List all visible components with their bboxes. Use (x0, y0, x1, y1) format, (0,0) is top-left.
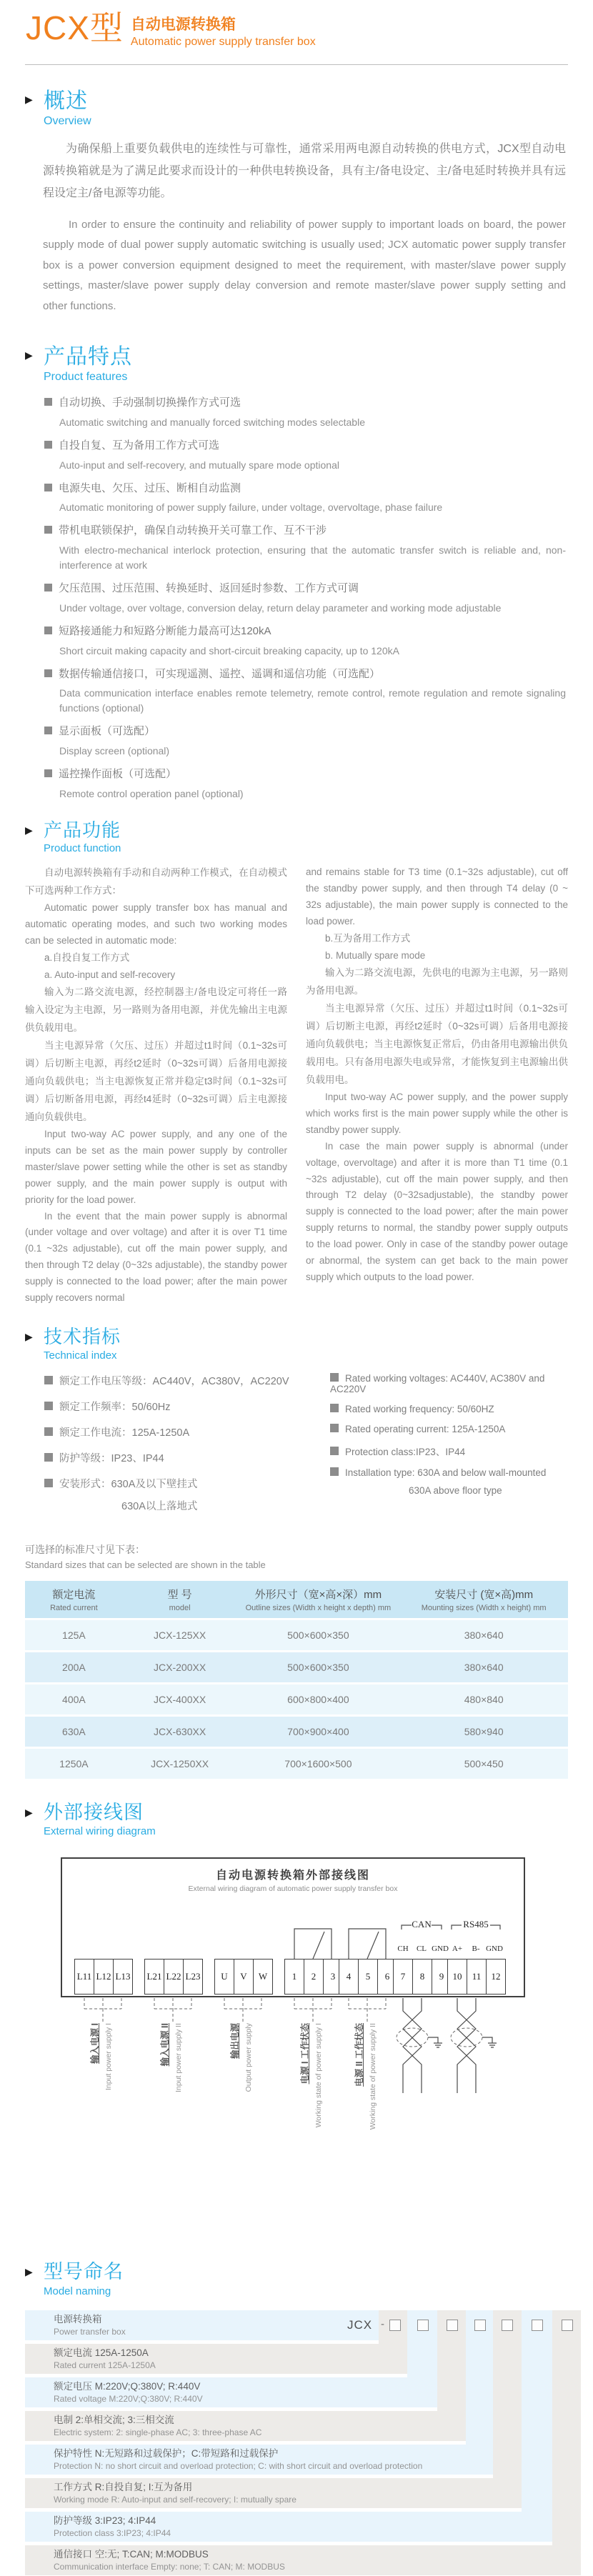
naming-row-en: Rated voltage M:220V;Q:380V; R:440V (54, 2394, 203, 2405)
terminal: W (253, 1959, 273, 1995)
model-prefix: JCX (347, 2318, 373, 2332)
technical-column-cn (44, 1373, 330, 1524)
wiring-diagram-title-cn: 自动电源转换箱外部接线图 (215, 1869, 370, 1882)
function-paragraph: In the event that the main power supply is abnormal (under voltage and over voltage) and after it is over T1 time (0.1 ~32s adjustable), cut off the main power supply, and then through T2 delay (0~32s adjustable), the standby power supply is connected to the load power; after the main power supply recovers normal (25, 1210, 287, 1304)
wiring-group-label-en: Working state of power supply II (369, 2023, 377, 2130)
naming-row (25, 2377, 437, 2407)
terminal: 9 (432, 1959, 452, 1995)
function-column-left (25, 864, 287, 1307)
overview-paragraph-cn: 为确保船上重要负载供电的连续性与可靠性，通常采用两电源自动转换的供电方式，JCX型自动电源转换箱就是为了满足此要求而设计的一种供电转换设备，具有主/备电设定、主/备电延时转换并具有远程设定主/备电源等功能。 (43, 143, 566, 200)
feature-text-en: Display screen (optional) (59, 745, 170, 757)
naming-row-en: Rated current 125A-1250A (54, 2360, 156, 2371)
terminal: 8 (412, 1959, 432, 1995)
wiring-group-label-cn: 电源 I 工作状态 (300, 2023, 310, 2085)
cell-model: JCX-200XX (123, 1652, 237, 1682)
wiring-diagram-lines (61, 1857, 525, 2257)
bullet-square-icon (330, 1467, 339, 1476)
bullet-square-icon (44, 1453, 53, 1462)
pin-label: B- (472, 1945, 480, 1954)
bullet-square-icon (44, 727, 52, 734)
product-title-en: Automatic power supply transfer box (130, 36, 316, 48)
technical-item-en: Rated operating current: 125A-1250A (345, 1423, 506, 1434)
naming-row-en: Protection N: no short circuit and overload protection; C: with short circuit and overload protection (54, 2461, 423, 2472)
function-paragraph: a. Auto-input and self-recovery (44, 969, 176, 981)
col-header-en: Rated current (50, 1603, 98, 1612)
product-title-cn: 自动电源转换箱 (130, 16, 236, 33)
feature-text-cn: 自动切换、手动强制切换操作方式可选 (59, 396, 241, 409)
naming-row (25, 2411, 466, 2441)
naming-row-en: Protection class 3:IP23; 4:IP44 (54, 2528, 171, 2539)
code-column (552, 2310, 581, 2575)
terminal: 12 (486, 1959, 506, 1995)
sizes-table-header-row (25, 1581, 568, 1618)
technical-item-en: Installation type: 630A and below wall-mounted (345, 1467, 547, 1478)
table-row (25, 1684, 568, 1714)
section-marker-icon: ▶ (25, 2266, 33, 2278)
feature-item (44, 724, 566, 759)
technical-item-en: Protection class:IP23、IP44 (345, 1446, 466, 1457)
feature-text-en: Auto-input and self-recovery, and mutually spare mode optional (59, 459, 339, 471)
cell-model: JCX-630XX (123, 1717, 237, 1747)
model-code-box (389, 2320, 401, 2331)
overview-heading-en: Overview (44, 115, 91, 127)
technical-item-en-line2: 630A above floor type (409, 1484, 502, 1496)
naming-row-en: Communication interface Empty: none; T: CAN; M: MODBUS (54, 2562, 285, 2572)
feature-item (44, 767, 566, 802)
feature-text-en: Under voltage, over voltage, conversion delay, return delay parameter and working mode adjustable (59, 601, 502, 614)
cell-rated-current: 630A (25, 1717, 123, 1747)
cell-model: JCX-1250XX (123, 1749, 237, 1779)
naming-row-cn: 防护等级 3:IP23; 4:IP44 (54, 2515, 156, 2527)
cell-outline-size: 500×600×350 (236, 1620, 399, 1650)
bullet-square-icon (44, 1402, 53, 1410)
section-features-heading (25, 345, 568, 384)
section-marker-icon: ▶ (25, 94, 33, 105)
terminal: L13 (113, 1959, 133, 1995)
table-row (25, 1749, 568, 1779)
cell-mounting-size: 500×450 (399, 1749, 568, 1779)
naming-heading-cn: 型号命名 (44, 2261, 124, 2283)
bullet-square-icon (44, 484, 52, 491)
naming-row-cn: 电源转换箱 (54, 2314, 102, 2325)
naming-row (25, 2445, 493, 2475)
bullet-square-icon (44, 398, 52, 406)
terminal: 6 (377, 1959, 397, 1995)
function-paragraph: 当主电源异常（欠压、过压）并超过t1时间（0.1~32s可调）后切断主电源，再经t2延时（0~32s可调）后备用电源接通向负载供电；当主电源恢复正常后，仍由备用电源输出供负载用电。只有备用电源失电或异常，才能恢复到主电源输出供负载用电。 (306, 1003, 568, 1085)
model-code-box (532, 2320, 543, 2331)
cell-outline-size: 700×900×400 (236, 1717, 399, 1747)
function-paragraph: b. Mutually spare mode (325, 950, 426, 962)
model-code-box (417, 2320, 429, 2331)
wiring-group-label-en: Input power supply II (174, 2023, 183, 2093)
cell-rated-current: 200A (25, 1652, 123, 1682)
model-code-box (474, 2320, 486, 2331)
cell-model: JCX-400XX (123, 1684, 237, 1714)
function-columns (25, 864, 568, 1307)
sizes-note-en: Standard sizes that can be selected are shown in the table (25, 1559, 266, 1570)
cell-outline-size: 600×800×400 (236, 1684, 399, 1714)
wiring-diagram (61, 1857, 525, 2257)
feature-item (44, 395, 566, 430)
terminal: 11 (467, 1959, 487, 1995)
bullet-square-icon (330, 1404, 339, 1412)
sizes-table (25, 1579, 568, 1781)
section-marker-icon: ▶ (25, 1806, 33, 1818)
feature-item (44, 581, 566, 616)
terminal: L21 (144, 1959, 164, 1995)
function-paragraph: 自动电源转换箱有手动和自动两种工作模式，在自动模式下可选两种工作方式： (25, 867, 287, 897)
function-paragraph: and remains stable for T3 time (0.1~32s adjustable), cut off the standby power supply, and then through T4 delay (0 ~ 32s adjustable), the main power supply is connected to the load power. (306, 867, 568, 927)
terminal-group-state2 (339, 1959, 397, 1995)
feature-text-en: Short circuit making capacity and short-circuit breaking capacity, up to 120kA (59, 644, 399, 657)
bullet-square-icon (330, 1424, 339, 1432)
function-paragraph: In case the main power supply is abnormal (under voltage, overvoltage) and after it is more than T1 time (0.1 ~32s adjustable), cut off the main power supply, and then through T2 delay (0~32sadjustable), the standby power supply is connected to the load power; after the main power supply returns to normal, the standby power supply outputs to the load power. Only in case of the standby power outage or abnormal, the system can get back to the main power supply which outputs to the load power. (306, 1140, 568, 1283)
terminal: 1 (284, 1959, 304, 1995)
technical-item-cn: 防护等级：IP23、IP44 (59, 1452, 164, 1464)
feature-text-en: Automatic switching and manually forced switching modes selectable (59, 416, 365, 428)
cell-mounting-size: 380×640 (399, 1652, 568, 1682)
col-header-en: model (169, 1603, 191, 1612)
wiring-group-label-en: Output power supply (244, 2023, 253, 2092)
cell-outline-size: 700×1600×500 (236, 1749, 399, 1779)
naming-row-cn: 额定电压 M:220V;Q:380V; R:440V (54, 2381, 201, 2392)
pin-label: A+ (452, 1945, 463, 1954)
wiring-heading-cn: 外部接线图 (44, 1801, 144, 1823)
model-code-box (502, 2320, 513, 2331)
cell-mounting-size: 380×640 (399, 1620, 568, 1650)
terminal-group-input1 (75, 1959, 133, 1995)
naming-row-cn: 电制 2:单相交流; 3:三相交流 (54, 2415, 174, 2426)
wiring-group-label-en: Working state of power supply I (314, 2023, 323, 2128)
pin-label: CL (416, 1945, 427, 1954)
page-header (0, 0, 593, 49)
model-code-dash: - (381, 2318, 384, 2331)
wiring-group-label-cn: 输入电源 I (90, 2023, 100, 2065)
section-function-heading (25, 820, 568, 855)
naming-row-en: Working mode R: Auto-input and self-recovery; I: mutually spare (54, 2495, 296, 2505)
table-row (25, 1620, 568, 1650)
sizes-note-cn: 可选择的标准尺寸见下表： (25, 1543, 145, 1555)
technical-item-en: Rated working voltages: AC440V, AC380V and AC220V (330, 1372, 545, 1394)
col-header-cn: 额定电流 (52, 1588, 96, 1601)
feature-text-en: Remote control operation panel (optional) (59, 787, 244, 799)
technical-columns (44, 1373, 568, 1524)
bullet-square-icon (44, 626, 52, 634)
terminal: L22 (164, 1959, 184, 1995)
function-paragraph: 输入为二路交流电源，经控制器主/备电设定可将任一路输入设定为主电源，另一路则为备用电源，并优先输出主电源供负载用电。 (25, 987, 287, 1033)
technical-item-cn: 额定工作电压等级：AC440V，AC380V，AC220V (59, 1375, 289, 1387)
terminal-group-state1 (285, 1959, 343, 1995)
technical-item-en: Rated working frequency: 50/60HZ (345, 1403, 494, 1414)
technical-column-en (330, 1373, 566, 1524)
naming-row-cn: 通信接口 空:无; T:CAN; M:MODBUS (54, 2549, 209, 2560)
terminal-group-output (215, 1959, 273, 1995)
wiring-group-label-cn: 输入电源 II (160, 2023, 170, 2067)
code-column (522, 2310, 552, 2542)
pin-label: GND (486, 1945, 503, 1954)
technical-item-cn-line2: 630A以上落地式 (121, 1500, 198, 1512)
technical-item-cn: 额定工作电流：125A-1250A (59, 1427, 190, 1439)
bullet-square-icon (44, 1376, 53, 1384)
feature-text-cn: 欠压范围、过压范围、转换延时、返回延时参数、工作方式可调 (59, 582, 359, 595)
feature-text-cn: 电源失电、欠压、过压、断相自动监测 (59, 481, 241, 494)
model-code-box (447, 2320, 458, 2331)
technical-heading-cn: 技术指标 (44, 1326, 121, 1348)
naming-row-cn: 工作方式 R:自投自复; I:互为备用 (54, 2482, 193, 2493)
feature-item (44, 667, 566, 717)
naming-row (25, 2478, 522, 2508)
product-model-title: JCX型 (26, 9, 124, 46)
feature-text-cn: 遥控操作面板（可选配） (59, 768, 177, 781)
naming-row (25, 2310, 379, 2340)
feature-text-en: Automatic monitoring of power supply failure, under voltage, overvoltage, phase failure (59, 501, 443, 514)
section-marker-icon: ▶ (25, 349, 33, 361)
function-paragraph: a.自投自复工作方式 (44, 952, 130, 964)
cell-rated-current: 400A (25, 1684, 123, 1714)
bullet-square-icon (44, 1479, 53, 1487)
can-bus-label: CAN (412, 1919, 432, 1930)
wiring-group-label-cn: 输出电源 (230, 2023, 240, 2060)
overview-heading-cn: 概述 (44, 89, 88, 113)
cell-model: JCX-125XX (123, 1620, 237, 1650)
function-paragraph: 输入为二路交流电源，先供电的电源为主电源，另一路则为备用电源。 (306, 967, 568, 997)
terminal: 2 (304, 1959, 324, 1995)
function-column-right (306, 864, 568, 1307)
naming-row (25, 2344, 407, 2374)
bullet-square-icon (44, 769, 52, 777)
header-divider (25, 64, 568, 65)
feature-text-cn: 带机电联锁保护，确保自动转换开关可靠工作、互不干涉 (59, 524, 327, 537)
naming-heading-en: Model naming (44, 2285, 111, 2298)
col-header-cn: 安装尺寸 (宽×高)mm (434, 1588, 534, 1601)
pin-label: GND (432, 1945, 449, 1954)
feature-text-cn: 数据传输通信接口，可实现遥测、遥控、遥调和遥信功能（可选配） (59, 667, 381, 680)
feature-item (44, 523, 566, 573)
section-naming-heading (25, 2262, 568, 2297)
terminal: 10 (447, 1959, 467, 1995)
bullet-square-icon (330, 1447, 339, 1455)
pin-label: CH (397, 1945, 409, 1954)
cell-outline-size: 500×600×350 (236, 1652, 399, 1682)
feature-text-en: Data communication interface enables remote telemetry, remote control, remote regulation and remote signaling functions (optional) (59, 687, 566, 714)
wiring-group-label-en: Input power supply I (104, 2023, 113, 2091)
terminal-group-can (394, 1959, 452, 1995)
cell-mounting-size: 580×940 (399, 1717, 568, 1747)
naming-row (25, 2512, 552, 2542)
feature-text-cn: 短路接通能力和短路分断能力最高可达120kA (59, 624, 271, 637)
rs485-bus-label: RS485 (463, 1919, 489, 1930)
bullet-square-icon (330, 1373, 339, 1382)
terminal: 7 (393, 1959, 413, 1995)
col-header-cn: 外形尺寸（宽×高×深）mm (254, 1588, 382, 1601)
terminal: U (214, 1959, 234, 1995)
feature-item (44, 438, 566, 473)
overview-paragraph-en: In order to ensure the continuity and reliability of power supply to important loads on board, the power supply mode of dual power supply automatic switching is usually used; JCX automatic power supply transfer box is a power conversion equipment designed to meet the requirement, with master/slave power supply settings, master/slave power supply delay conversion and remote master/slave power supply setting and other functions. (43, 218, 566, 312)
section-marker-icon: ▶ (25, 1331, 33, 1343)
terminal: L23 (183, 1959, 203, 1995)
col-header-en: Mounting sizes (Width x height) mm (421, 1603, 547, 1612)
terminal: 5 (358, 1959, 378, 1995)
function-paragraph: b.互为备用工作方式 (325, 933, 411, 944)
bullet-square-icon (44, 526, 52, 534)
feature-text-cn: 显示面板（可选配） (59, 725, 156, 738)
col-header-en: Outline sizes (Width x height x depth) mm (245, 1603, 392, 1612)
technical-item-cn: 额定工作频率：50/60Hz (59, 1401, 171, 1413)
cell-rated-current: 1250A (25, 1749, 123, 1779)
technical-item-cn: 安装形式：630A及以下壁挂式 (59, 1478, 198, 1490)
terminal: 3 (323, 1959, 343, 1995)
bullet-square-icon (44, 669, 52, 677)
cell-mounting-size: 480×840 (399, 1684, 568, 1714)
wiring-group-label-cn: 电源 II 工作状态 (354, 2023, 364, 2087)
bullet-square-icon (44, 1427, 53, 1436)
table-row (25, 1717, 568, 1747)
feature-item (44, 481, 566, 516)
terminal-group-rs485 (448, 1959, 506, 1995)
table-row (25, 1652, 568, 1682)
terminal: L11 (74, 1959, 94, 1995)
terminal-group-input2 (145, 1959, 203, 1995)
function-heading-cn: 产品功能 (44, 819, 121, 841)
feature-text-cn: 自投自复、互为备用工作方式可选 (59, 439, 220, 451)
function-paragraph: Input two-way AC power supply, and any one of the inputs can be set as the main power supply by controller master/slave power setting while the other is set as standby power supply, and the main power supply is output with priority for the load power. (25, 1128, 287, 1205)
model-code-box (562, 2320, 573, 2331)
function-paragraph: Input two-way AC power supply, and the power supply which works first is the main power supply while the other is standby power supply. (306, 1091, 568, 1135)
section-overview-heading (25, 89, 568, 128)
naming-row-en: Power transfer box (54, 2327, 126, 2337)
feature-text-en: With electro-mechanical interlock protection, ensuring that the automatic transfer switch is reliable and, non-interference at work (59, 544, 566, 571)
naming-row-cn: 额定电流 125A-1250A (54, 2347, 149, 2359)
naming-row (25, 2545, 581, 2575)
cell-rated-current: 125A (25, 1620, 123, 1650)
function-paragraph: 当主电源异常（欠压、过压）并超过t1时间（0.1~32s可调）后切断主电源，再经t2延时（0~32s可调）后备用电源接通向负载供电；当主电源恢复正常并稳定t3时间（0.1~32s可调）后切断备用电源，再经t4延时（0~32s可调）后主电源接通向负载供电。 (25, 1039, 287, 1122)
technical-heading-en: Technical index (44, 1349, 117, 1362)
section-wiring-heading (25, 1802, 568, 1838)
col-header-cn: 型 号 (167, 1588, 192, 1601)
function-paragraph: Automatic power supply transfer box has manual and automatic operating modes, and such two working modes can be selected in automatic mode: (25, 902, 287, 947)
terminal: V (234, 1959, 254, 1995)
function-heading-en: Product function (44, 842, 121, 855)
bullet-square-icon (44, 584, 52, 591)
model-naming-diagram (25, 2310, 584, 2576)
section-technical-heading (25, 1327, 568, 1362)
wiring-heading-en: External wiring diagram (44, 1825, 156, 1838)
terminal: 4 (339, 1959, 359, 1995)
feature-item (44, 624, 566, 659)
features-heading-cn: 产品特点 (44, 345, 132, 369)
features-heading-en: Product features (44, 371, 128, 384)
wiring-diagram-title-en: External wiring diagram of automatic power supply transfer box (188, 1884, 398, 1894)
naming-row-en: Electric system: 2: single-phase AC; 3: three-phase AC (54, 2427, 262, 2438)
section-marker-icon: ▶ (25, 824, 33, 836)
terminal: L12 (94, 1959, 114, 1995)
feature-list (44, 395, 566, 802)
naming-row-cn: 保护特性 N:无短路和过载保护；C:带短路和过载保护 (54, 2448, 279, 2460)
bullet-square-icon (44, 441, 52, 449)
